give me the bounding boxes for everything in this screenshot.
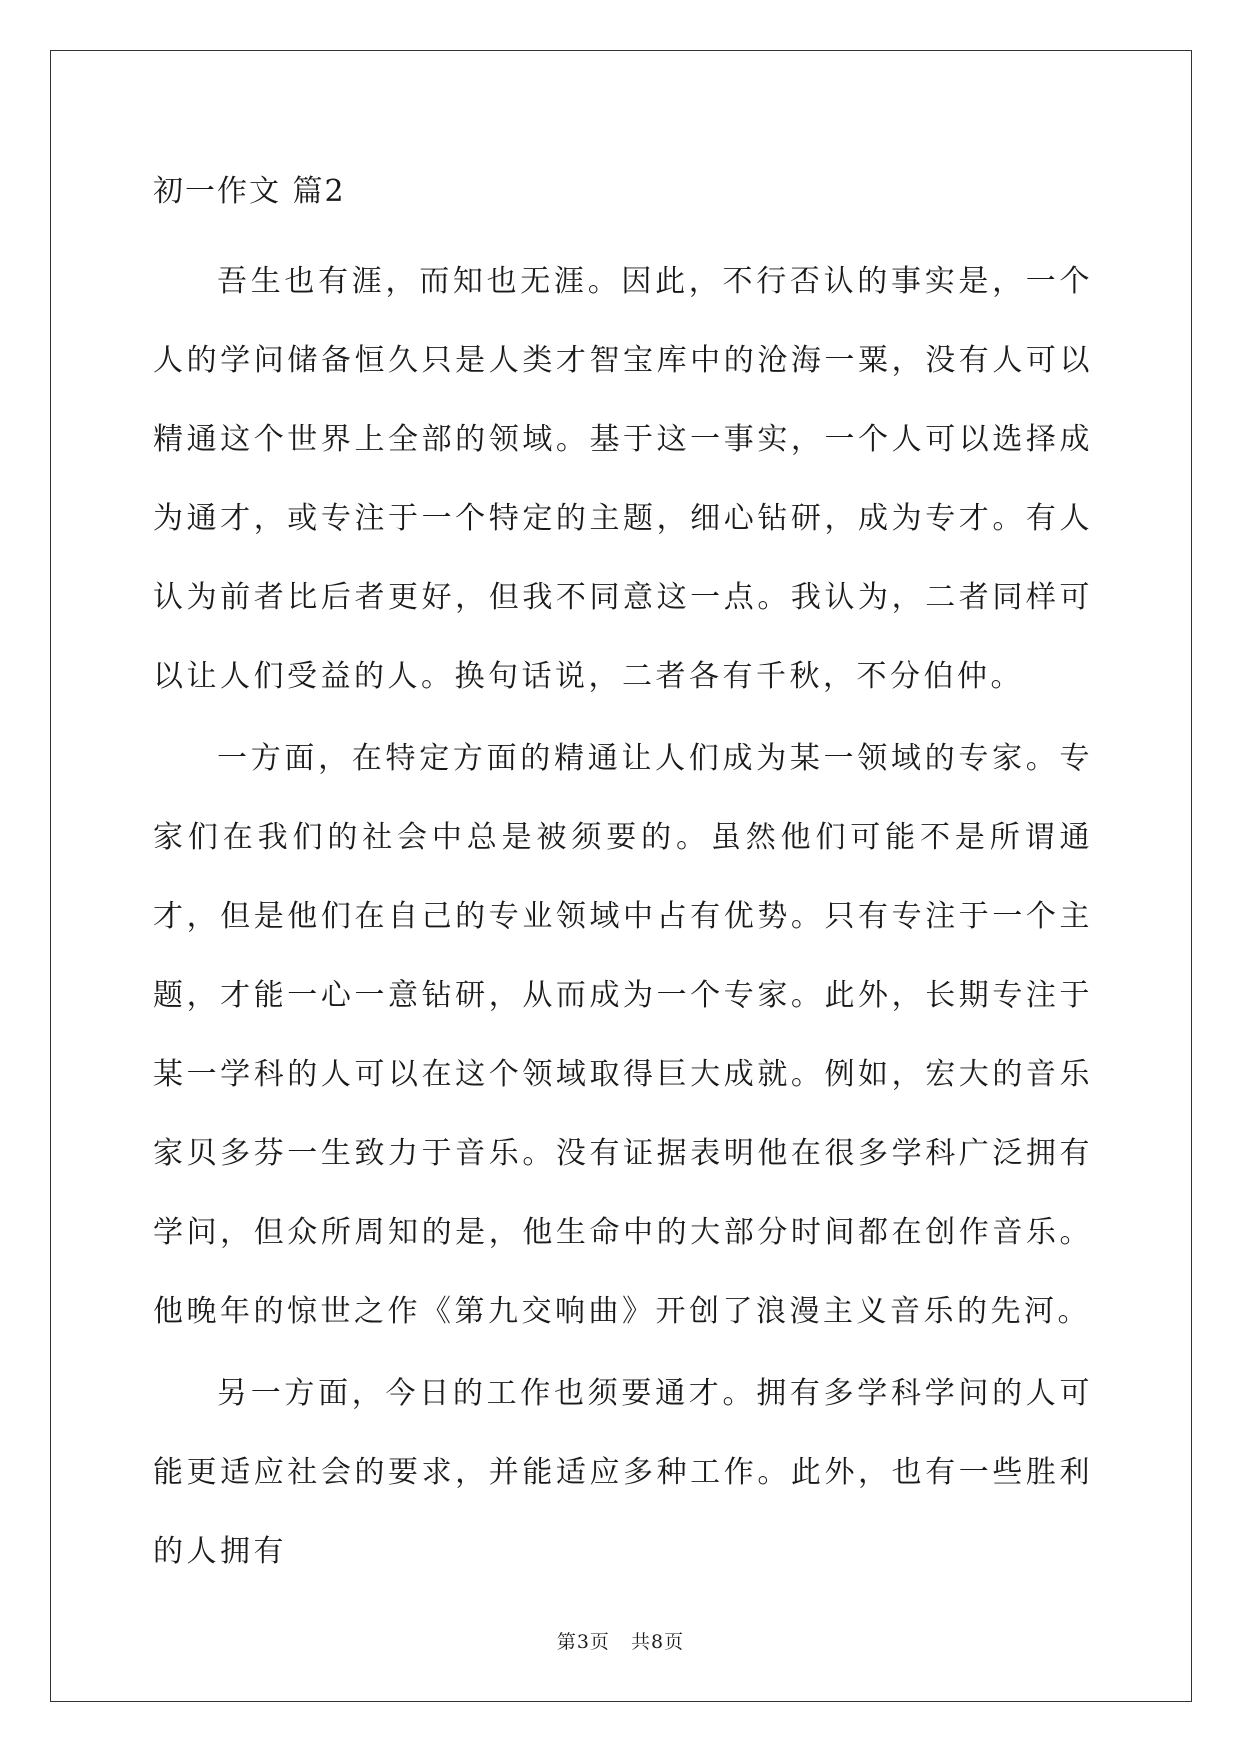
paragraph-3: 另一方面，今日的工作也须要通才。拥有多学科学问的人可能更适应社会的要求，并能适应多种工作。此外，也有一些胜利的人拥有: [153, 1376, 1093, 1569]
paragraph-2: 一方面，在特定方面的精通让人们成为某一领域的专家。专家们在我们的社会中总是被须要的。虽然他们可能不是所谓通才，但是他们在自己的专业领域中占有优势。只有专注于一个主题，才能一心一意钻研，从而成为一个专家。此外，长期专注于某一学科的人可以在这个领域取得巨大成就。例如，宏大的音乐家贝多芬一生致力于音乐。没有证据表明他在很多学科广泛拥有学问，但众所周知的是，他生命中的大部分时间都在创作音乐。他晚年的惊世之作《第九交响曲》开创了浪漫主义音乐的先河。: [153, 741, 1093, 1329]
document-body: [153, 160, 1093, 1594]
paragraph-1: 吾生也有涯，而知也无涯。因此，不行否认的事实是，一个人的学问储备恒久只是人类才智宝库中的沧海一粟，没有人可以精通这个世界上全部的领域。基于这一事实，一个人可以选择成为通才，或专注于一个特定的主题，细心钻研，成为专才。有人认为前者比后者更好，但我不同意这一点。我认为，二者同样可以让人们受益的人。换句话说，二者各有千秋，不分伯仲。: [153, 264, 1093, 694]
page-number-footer: 第3页 共8页: [556, 1631, 685, 1653]
document-heading: 初一作文 篇2: [153, 174, 346, 209]
